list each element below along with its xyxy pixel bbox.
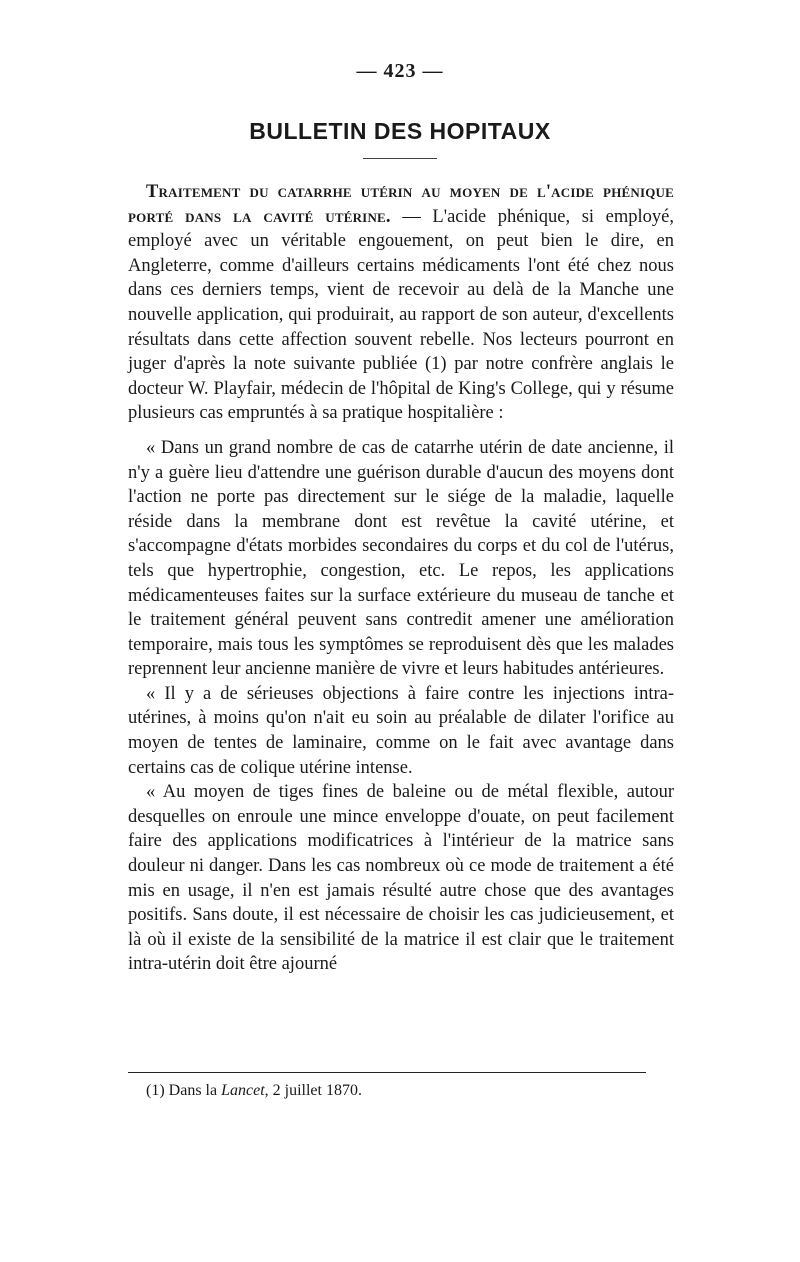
paragraph-text: — L'acide phénique, si employé, employé avec un véritable engouement, on peut bien le dire, en Angleterre, comme d'ailleurs certains médicaments l'ont été chez nous dans ces derniers temps, vient de recevoir au delà de la Manche une nouvelle application, qui produirait, au rapport de son auteur, d'excellents résultats dans cette affection souvent rebelle. Nos lecteurs pourront en juger d'après la note suivante publiée (1) par notre confrère anglais le docteur W. Playfair, médecin de l'hôpital de King's College, qui y résume plusieurs cas empruntés à sa pratique hospitalière :: [128, 206, 674, 424]
page-number: — 423 —: [356, 60, 444, 82]
footnote-marker: (1) Dans la: [146, 1082, 222, 1099]
article-paragraph-1: [128, 180, 674, 426]
article-title: Traitement du catarrhe utérin au moyen de l'acide phénique porté dans la cavité utérine.: [128, 182, 674, 227]
section-heading: BULLETIN DES HOPITAUX: [249, 118, 551, 144]
article-paragraph-3: « Il y a de sérieuses objections à faire contre les injections intra-utérines, à moins qu'on n'ait eu soin au préalable de dilater l'orifice au moyen de tentes de laminaire, comme on le fait avec avantage dans certains cas de colique utérine intense.: [128, 683, 674, 778]
heading-divider: [363, 158, 437, 159]
article-paragraph-2: « Dans un grand nombre de cas de catarrhe utérin de date ancienne, il n'y a guère lieu d'attendre une guérison durable d'aucun des moyens dont l'action ne porte pas directement sur le siége de la maladie, laquelle réside dans la membrane dont est revêtue la cavité utérine, et s'accompagne d'états morbides secondaires du corps et du col de l'utérus, tels que hypertrophie, congestion, etc. Le repos, les applications médicamenteuses faites sur la surface extérieure du museau de tanche et le traitement général peuvent sans contredit amener une amélioration temporaire, mais tous les symptômes se reproduisent dès que les malades reprennent leur ancienne manière de vivre et leurs habitudes antérieures.: [128, 437, 674, 680]
footnote: [146, 1082, 666, 1100]
footnote-date: , 2 juillet 1870.: [264, 1082, 362, 1099]
article-body: [128, 180, 674, 977]
footnote-divider: [128, 1072, 646, 1073]
footnote-journal: Lancet: [221, 1082, 265, 1099]
article-paragraph-4: « Au moyen de tiges fines de baleine ou de métal flexible, autour desquelles on enroule une mince enveloppe d'ouate, on peut facilement faire des applications modificatrices à l'intérieur de la matrice sans douleur ni danger. Dans les cas nombreux où ce mode de traitement a été mis en usage, il n'en est jamais résulté autre chose que des avantages positifs. Sans doute, il est nécessaire de choisir les cas judicieusement, et là où il existe de la sensibilité de la matrice il est clair que le traitement intra-utérin doit être ajourné: [128, 782, 674, 975]
